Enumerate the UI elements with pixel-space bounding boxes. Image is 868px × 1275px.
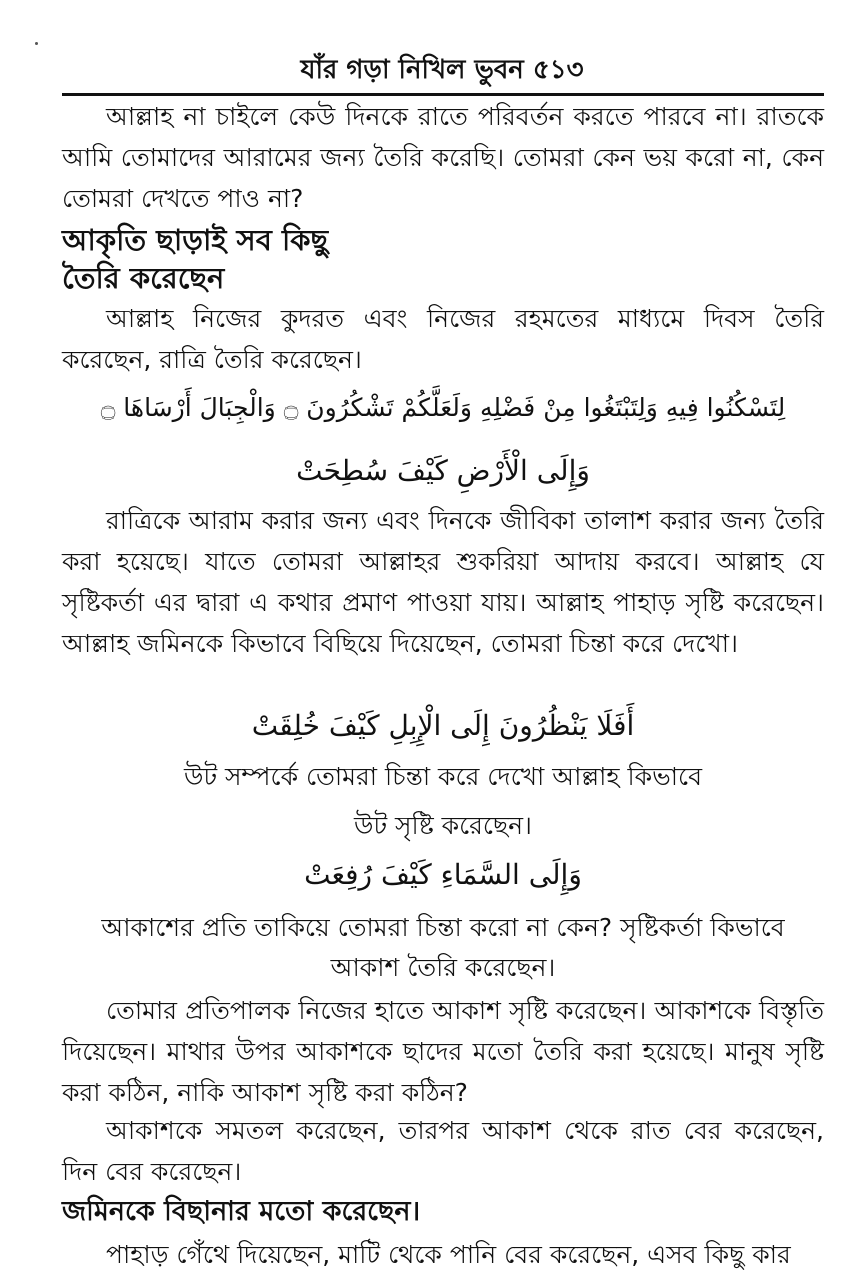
translation-line-2: উট সৃষ্টি করেছেন। xyxy=(354,811,532,840)
section-heading-2: জমিনকে বিছানার মতো করেছেন। xyxy=(62,1196,421,1227)
section-heading-line-2: তৈরি করেছেন xyxy=(62,261,225,295)
translation-line-3: আকাশের প্রতি তাকিয়ে তোমরা চিন্তা করো না কেন? সৃষ্টিকর্তা কিভাবে xyxy=(101,913,785,942)
arabic-verse-1: لِتَسْكُنُوا فِيهِ وَلِتَبْتَغُوا مِنْ فَضْلِهِ وَلَعَلَّكُمْ تَشْكُرُونَ ۝ وَالْجِبَالَ أَرْسَاهَا ۝ xyxy=(100,393,786,422)
translation-line-1: উট সম্পর্কে তোমরা চিন্তা করে দেখো আল্লাহ কিভাবে xyxy=(184,762,702,791)
running-header: যাঁর গড়া নিখিল ভুবন ৫১৩ xyxy=(300,55,584,85)
translation-line-4: আকাশ তৈরি করেছেন। xyxy=(330,953,556,982)
paragraph-4: তোমার প্রতিপালক নিজের হাতে আকাশ সৃষ্টি করেছেন। আকাশকে বিস্তৃতি দিয়েছেন। মাথার উপর আকাশকে ছাদের মতো তৈরি করা হয়েছে। মানুষ সৃষ্টি করা কঠিন, নাকি আকাশ সৃষ্টি করা কঠিন? xyxy=(62,996,824,1107)
paragraph-6: পাহাড় গেঁথে দিয়েছেন, মাটি থেকে পানি বের করেছেন, এসব কিছু কার xyxy=(106,1240,791,1269)
scan-speck xyxy=(35,42,38,45)
paragraph-5: আকাশকে সমতল করেছেন, তারপর আকাশ থেকে রাত বের করেছেন, দিন বের করেছেন। xyxy=(62,1116,824,1186)
paragraph-1: আল্লাহ না চাইলে কেউ দিনকে রাতে পরিবর্তন করতে পারবে না। রাতকে আমি তোমাদের আরামের জন্য তৈরি করেছি। তোমরা কেন ভয় করো না, কেন তোমরা দেখতে পাও না? xyxy=(62,102,824,213)
section-heading-line-1: আকৃতি ছাড়াই সব কিছু xyxy=(62,223,329,257)
arabic-verse-4: وَإِلَى السَّمَاءِ كَيْفَ رُفِعَتْ xyxy=(304,858,582,891)
paragraph-2: আল্লাহ নিজের কুদরত এবং নিজের রহমতের মাধ্যমে দিবস তৈরি করেছেন, রাত্রি তৈরি করেছেন। xyxy=(62,304,824,374)
paragraph-3: রাত্রিকে আরাম করার জন্য এবং দিনকে জীবিকা তালাশ করার জন্য তৈরি করা হয়েছে। যাতে তোমরা আল্লাহর শুকরিয়া আদায় করবে। আল্লাহ যে সৃষ্টিকর্তা এর দ্বারা এ কথার প্রমাণ পাওয়া যায়। আল্লাহ পাহাড় সৃষ্টি করেছেন। আল্লাহ জমিনকে কিভাবে বিছিয়ে দিয়েছেন, তোমরা চিন্তা করে দেখো। xyxy=(62,506,824,658)
arabic-verse-3: أَفَلَا يَنْظُرُونَ إِلَى الْإِبِلِ كَيْفَ خُلِقَتْ xyxy=(251,709,635,742)
arabic-verse-2: وَإِلَى الْأَرْضِ كَيْفَ سُطِحَتْ xyxy=(296,454,590,487)
